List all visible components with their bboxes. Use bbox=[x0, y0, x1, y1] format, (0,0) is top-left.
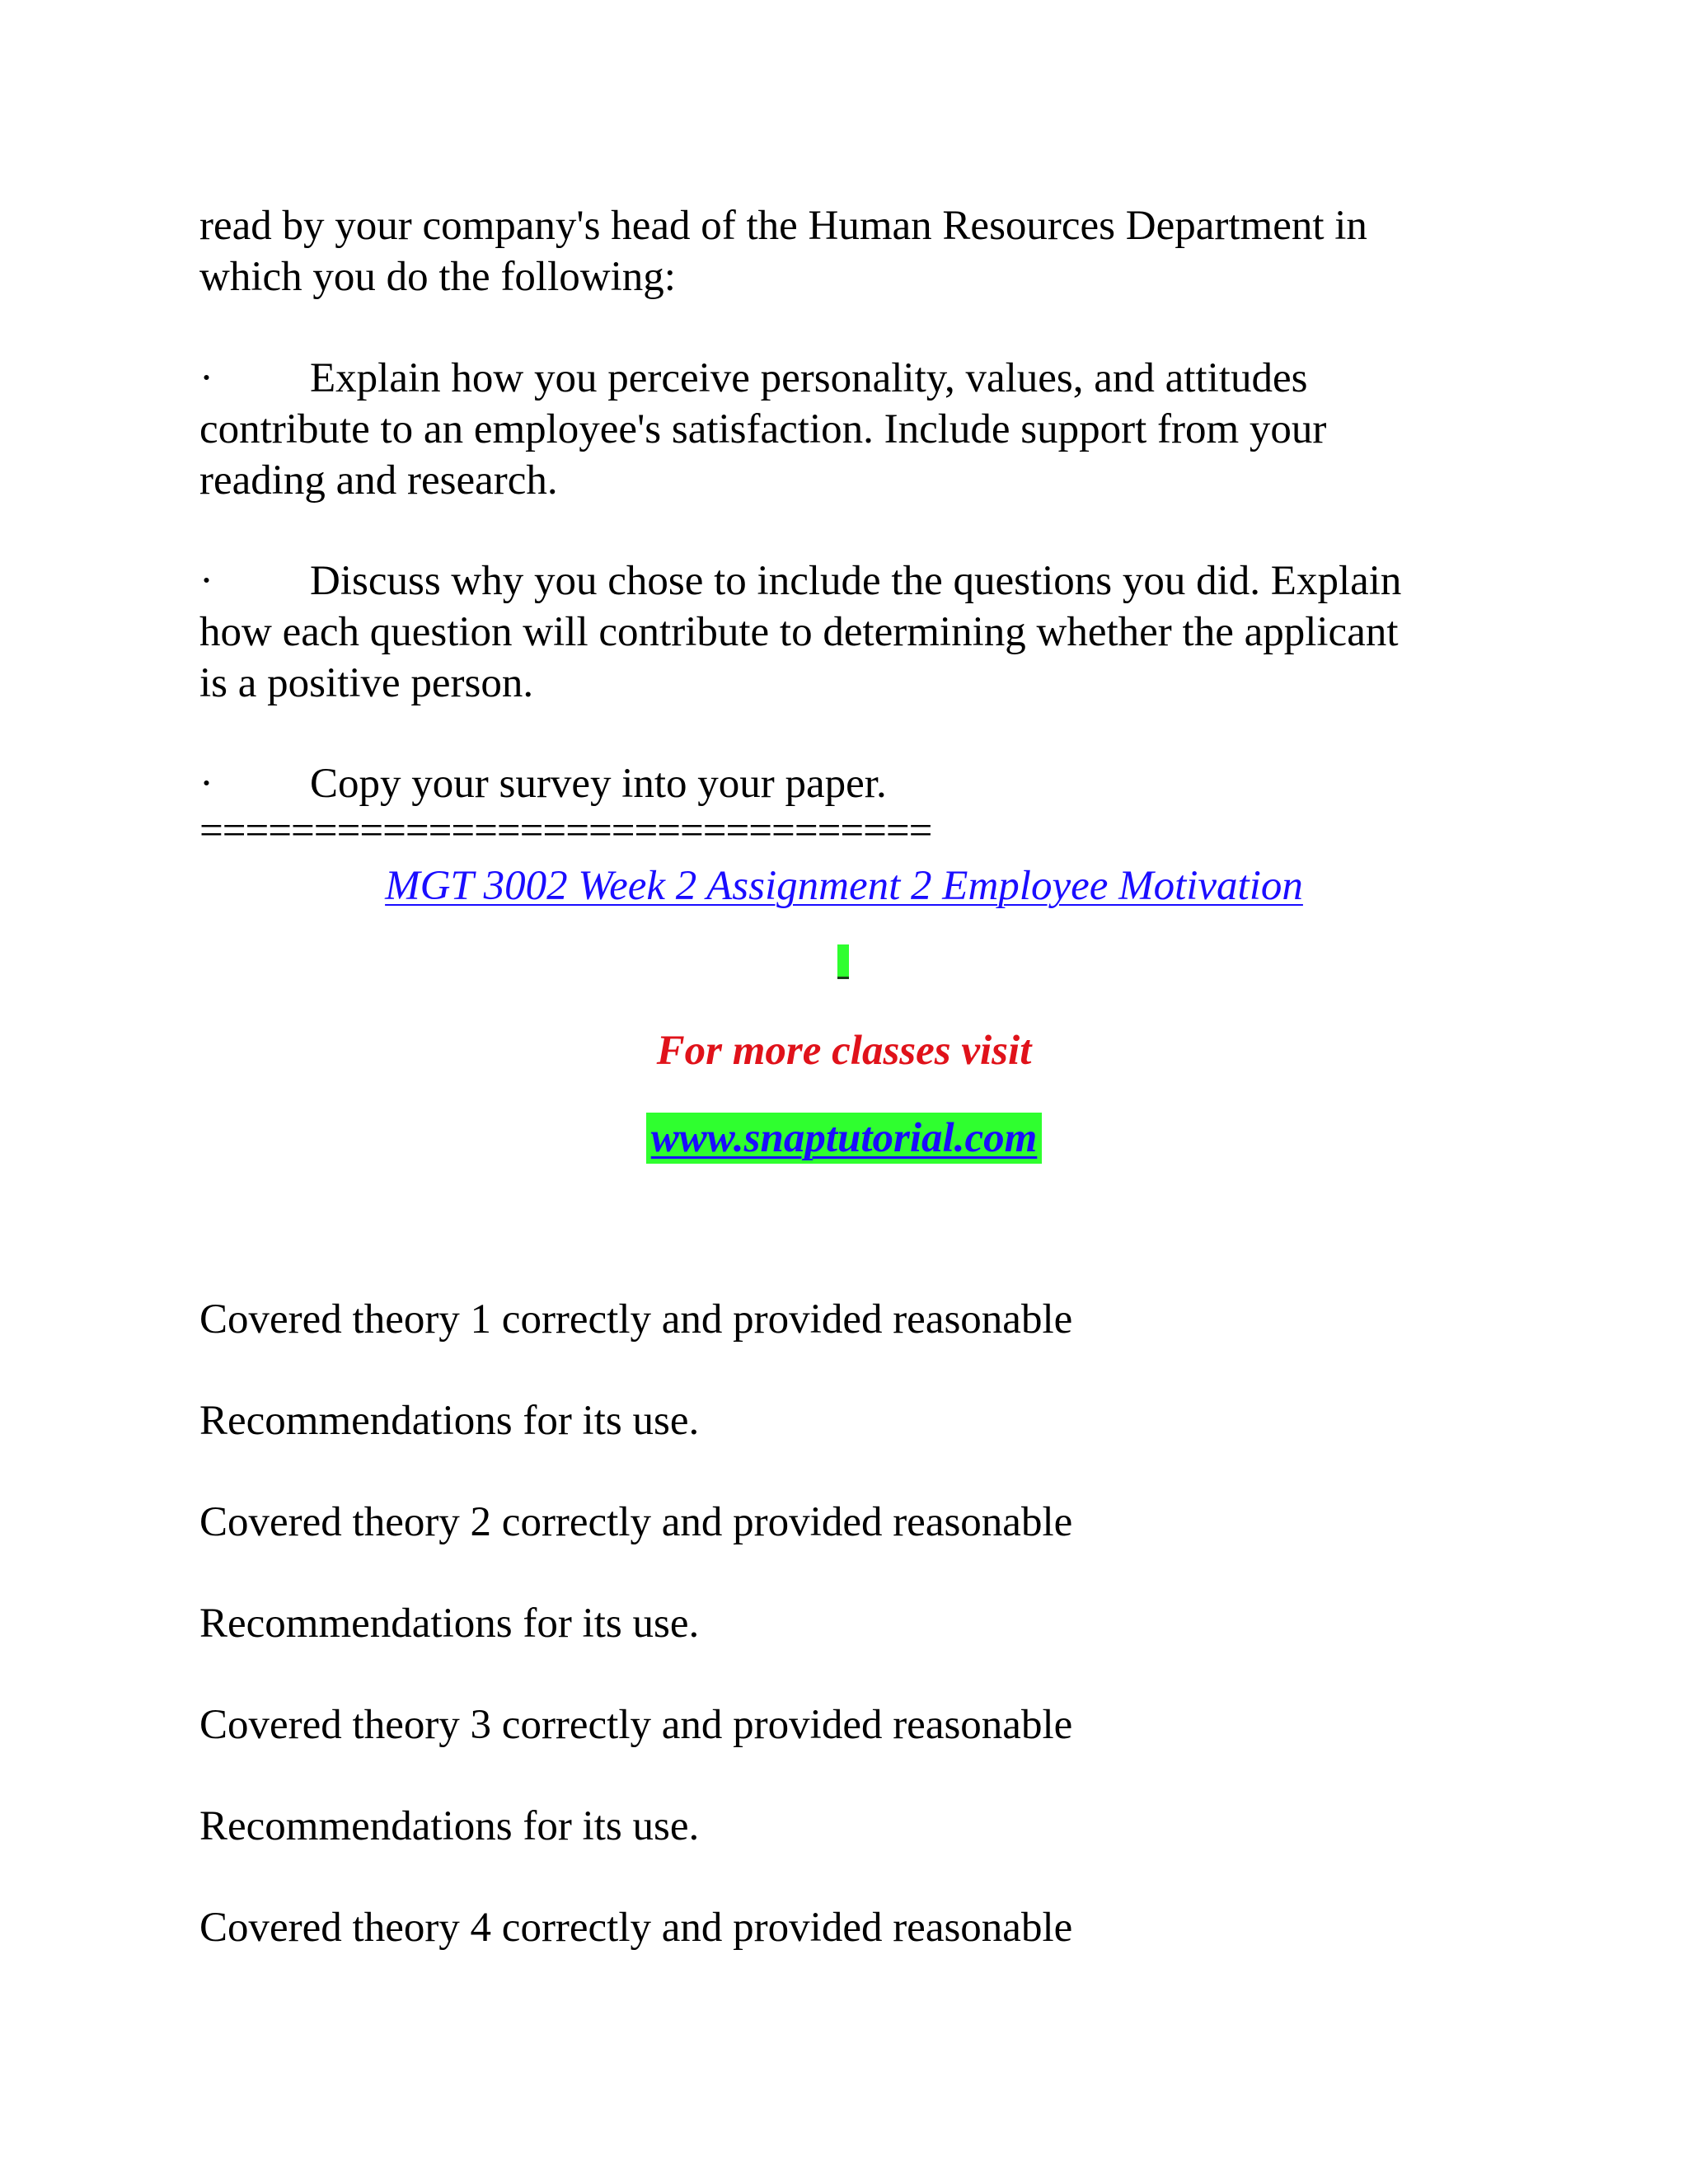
site-link-container bbox=[0, 1113, 1688, 1164]
criteria-item: Covered theory 4 correctly and provided reasonable bbox=[199, 1905, 1073, 1951]
separator-line: ================================ bbox=[199, 808, 932, 854]
bullet-2-first-line: Discuss why you chose to include the questions you did. Explain bbox=[310, 558, 1402, 604]
assignment-title-link[interactable]: MGT 3002 Week 2 Assignment 2 Employee Motivation bbox=[385, 863, 1303, 909]
site-link[interactable]: www.snaptutorial.com bbox=[646, 1113, 1043, 1164]
bullet-marker: · bbox=[199, 761, 213, 807]
intro-line-1: read by your company's head of the Human Resources Department in bbox=[199, 203, 1367, 249]
bullet-1-line: reading and research. bbox=[199, 457, 558, 504]
intro-line-2: which you do the following: bbox=[199, 254, 676, 300]
criteria-item: Covered theory 3 correctly and provided reasonable bbox=[199, 1702, 1073, 1748]
bullet-2-line: how each question will contribute to determining whether the applicant bbox=[199, 609, 1399, 655]
criteria-item: Covered theory 1 correctly and provided reasonable bbox=[199, 1296, 1073, 1343]
bullet-marker: · bbox=[199, 558, 213, 604]
criteria-item: Covered theory 2 correctly and provided reasonable bbox=[199, 1499, 1073, 1545]
promo-text: For more classes visit bbox=[656, 1028, 1032, 1074]
bullet-1-line: contribute to an employee's satisfaction. Include support from your bbox=[199, 406, 1327, 452]
bullet-2-line: is a positive person. bbox=[199, 660, 534, 706]
bullet-1-first-line: Explain how you perceive personality, values, and attitudes bbox=[310, 355, 1308, 401]
bullet-marker: · bbox=[199, 355, 213, 401]
criteria-item: Recommendations for its use. bbox=[199, 1398, 700, 1444]
criteria-item: Recommendations for its use. bbox=[199, 1601, 700, 1647]
bullet-3-first-line: Copy your survey into your paper. bbox=[310, 761, 887, 807]
highlight-marker bbox=[837, 944, 849, 979]
criteria-item: Recommendations for its use. bbox=[199, 1803, 700, 1849]
